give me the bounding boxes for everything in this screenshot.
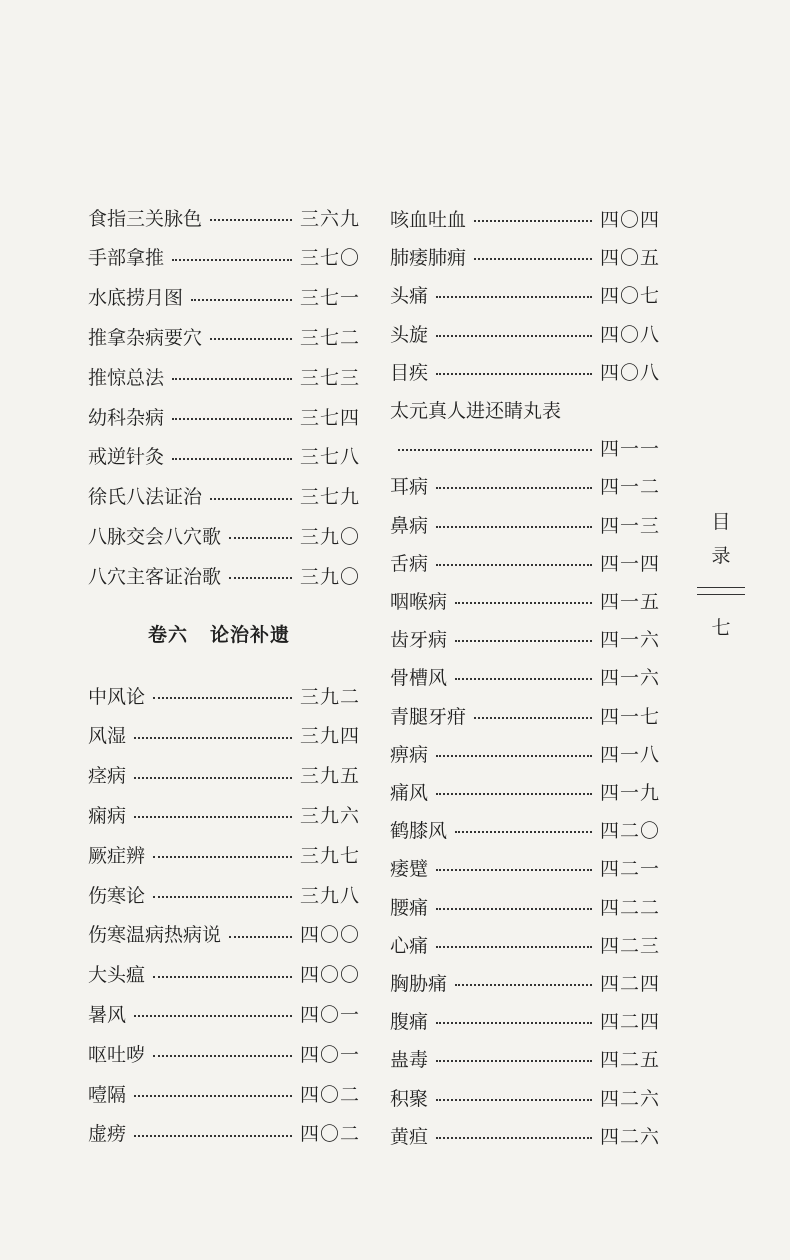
entry-title: 水底捞月图	[88, 287, 184, 310]
entry-title: 伤寒论	[88, 884, 146, 907]
leader-dots	[436, 526, 592, 528]
toc-entry	[390, 891, 660, 921]
toc-entry	[88, 282, 360, 312]
leader-dots	[436, 1060, 592, 1062]
entry-page-number: 三九七	[299, 844, 360, 867]
entry-page-number: 四一七	[599, 705, 660, 728]
leader-dots	[474, 258, 592, 260]
leader-dots	[455, 831, 592, 833]
entry-page-number: 四二四	[599, 972, 660, 995]
entry-title: 心痛	[390, 934, 429, 957]
entry-title: 耳病	[390, 475, 429, 498]
entry-page-number: 四〇〇	[299, 924, 360, 947]
toc-entry	[390, 1082, 660, 1112]
entry-title: 齿牙病	[390, 628, 448, 651]
entry-page-number: 三七三	[299, 366, 360, 389]
toc-entry	[88, 1038, 360, 1068]
entry-title: 目疾	[390, 361, 429, 384]
entry-title: 戒逆针灸	[88, 446, 165, 469]
toc-entry	[88, 919, 360, 949]
entry-title: 鼻病	[390, 514, 429, 537]
toc-entry	[390, 470, 660, 500]
toc-entry	[390, 661, 660, 691]
entry-title: 黄疸	[390, 1125, 429, 1148]
chapter-char-2: 录	[711, 545, 731, 567]
entry-title: 中风论	[88, 685, 146, 708]
entry-page-number: 四二二	[599, 896, 660, 919]
leader-dots	[474, 717, 592, 719]
toc-entry	[88, 680, 360, 710]
entry-title: 痛风	[390, 781, 429, 804]
entry-title: 推惊总法	[88, 366, 165, 389]
entry-page-number: 四〇八	[599, 323, 660, 346]
entry-title: 舌病	[390, 552, 429, 575]
leader-dots	[455, 602, 592, 604]
leader-dots	[153, 976, 292, 978]
entry-page-number: 四〇二	[299, 1123, 360, 1146]
entry-page-number: 三九六	[299, 804, 360, 827]
leader-dots	[455, 678, 592, 680]
leader-dots	[436, 793, 592, 795]
entry-page-number: 四二六	[599, 1087, 660, 1110]
toc-entry	[390, 1120, 660, 1150]
entry-page-number: 四一六	[599, 628, 660, 651]
leader-dots	[436, 1137, 592, 1139]
leader-dots	[436, 335, 592, 337]
leader-dots	[172, 458, 292, 460]
leader-dots	[134, 1015, 292, 1017]
entry-title: 痹病	[390, 743, 429, 766]
entry-page-number: 三七八	[299, 446, 360, 469]
leader-dots	[210, 498, 292, 500]
toc-entry	[390, 1005, 660, 1035]
leader-dots	[229, 537, 292, 539]
toc-entry	[390, 356, 660, 386]
entry-page-number: 四二一	[599, 857, 660, 880]
toc-entry	[390, 279, 660, 309]
entry-page-number: 四〇七	[599, 284, 660, 307]
entry-title: 咽喉病	[390, 590, 448, 613]
entry-page-number: 四二三	[599, 934, 660, 957]
entry-page-number: 四一五	[599, 590, 660, 613]
leader-dots	[436, 755, 592, 757]
entry-page-number: 三七二	[299, 326, 360, 349]
entry-title: 徐氏八法证治	[88, 486, 203, 509]
entry-page-number: 三九〇	[299, 565, 360, 588]
leader-dots	[436, 1099, 592, 1101]
entry-title: 推拿杂病要穴	[88, 326, 203, 349]
header-rule	[697, 587, 745, 595]
section-name: 论治补遗	[210, 624, 291, 646]
toc-entry	[390, 241, 660, 271]
entry-page-number: 四一二	[599, 475, 660, 498]
toc-entry	[88, 321, 360, 351]
entry-title: 头旋	[390, 323, 429, 346]
toc-entry	[390, 738, 660, 768]
toc-entry	[88, 879, 360, 909]
toc-entry	[390, 929, 660, 959]
entry-page-number: 四〇五	[599, 246, 660, 269]
entry-title: 食指三关脉色	[88, 207, 203, 230]
entry-page-number: 三九〇	[299, 525, 360, 548]
toc-entry	[390, 509, 660, 539]
leader-dots	[172, 378, 292, 380]
leader-dots	[436, 373, 592, 375]
leader-dots	[134, 1095, 292, 1097]
leader-dots	[134, 816, 292, 818]
leader-dots	[474, 220, 592, 222]
entry-title: 头痛	[390, 284, 429, 307]
entry-title: 伤寒温病热病说	[88, 924, 222, 947]
toc-entry	[390, 623, 660, 653]
leader-dots	[436, 908, 592, 910]
entry-title: 积聚	[390, 1087, 429, 1110]
entry-title: 大头瘟	[88, 964, 146, 987]
entry-title: 虚痨	[88, 1123, 127, 1146]
entry-page-number: 四二六	[599, 1125, 660, 1148]
leader-dots	[436, 1022, 592, 1024]
toc-entry	[390, 967, 660, 997]
entry-page-number: 三九八	[299, 884, 360, 907]
entry-page-number: 四一九	[599, 781, 660, 804]
toc-entry	[88, 202, 360, 232]
entry-page-number: 四一四	[599, 552, 660, 575]
entry-page-number: 四二四	[599, 1010, 660, 1033]
leader-dots	[436, 564, 592, 566]
leader-dots	[153, 697, 292, 699]
entry-title: 腰痛	[390, 896, 429, 919]
entry-title: 幼科杂病	[88, 406, 165, 429]
toc-entry	[390, 585, 660, 615]
leader-dots	[436, 296, 592, 298]
running-header	[697, 505, 745, 640]
leader-dots	[436, 487, 592, 489]
leader-dots	[455, 640, 592, 642]
section-heading	[148, 620, 312, 647]
entry-page-number: 三七〇	[299, 247, 360, 270]
entry-title: 太元真人进还睛丸表	[390, 399, 562, 422]
entry-page-number: 三九五	[299, 765, 360, 788]
toc-entry	[88, 520, 360, 550]
entry-title: 骨槽风	[390, 666, 448, 689]
section-volume: 卷六	[148, 624, 189, 646]
toc-entry	[88, 441, 360, 471]
entry-title: 八穴主客证治歌	[88, 565, 222, 588]
toc-entry	[88, 481, 360, 511]
toc-entry	[390, 814, 660, 844]
toc-entry	[390, 852, 660, 882]
entry-page-number: 三七一	[299, 287, 360, 310]
entry-title: 蛊毒	[390, 1048, 429, 1071]
toc-entry	[390, 394, 660, 424]
entry-page-number: 四〇八	[599, 361, 660, 384]
toc-entry	[390, 700, 660, 730]
leader-dots	[229, 577, 292, 579]
entry-title: 咳血吐血	[390, 208, 467, 231]
entry-title: 风湿	[88, 725, 127, 748]
chapter-char-1: 目	[711, 511, 731, 533]
entry-page-number: 四〇二	[299, 1083, 360, 1106]
entry-page-number: 三七四	[299, 406, 360, 429]
toc-entry	[390, 432, 660, 462]
leader-dots	[455, 984, 592, 986]
leader-dots	[172, 418, 292, 420]
entry-page-number: 四一一	[599, 437, 660, 460]
page-number: 七	[711, 617, 731, 639]
toc-entry	[88, 799, 360, 829]
toc-entry	[390, 547, 660, 577]
entry-page-number: 四一八	[599, 743, 660, 766]
entry-page-number: 四〇一	[299, 1003, 360, 1026]
entry-title: 痿躄	[390, 857, 429, 880]
entry-page-number: 三六九	[299, 207, 360, 230]
leader-dots	[436, 869, 592, 871]
toc-entry	[88, 760, 360, 790]
toc-entry	[88, 401, 360, 431]
entry-page-number: 四〇四	[599, 208, 660, 231]
leader-dots	[153, 1055, 292, 1057]
toc-entry	[88, 361, 360, 391]
toc-entry	[88, 242, 360, 272]
entry-page-number: 三九四	[299, 725, 360, 748]
entry-title: 胸胁痛	[390, 972, 448, 995]
entry-title: 鹤膝风	[390, 819, 448, 842]
entry-page-number: 四一六	[599, 666, 660, 689]
entry-page-number: 四一三	[599, 514, 660, 537]
leader-dots	[134, 1135, 292, 1137]
toc-entry	[88, 998, 360, 1028]
leader-dots	[210, 219, 292, 221]
leader-dots	[191, 299, 292, 301]
entry-title: 手部拿推	[88, 247, 165, 270]
entry-title: 肺痿肺痈	[390, 246, 467, 269]
leader-dots	[398, 449, 592, 451]
leader-dots	[153, 856, 292, 858]
leader-dots	[436, 946, 592, 948]
leader-dots	[134, 737, 292, 739]
entry-title: 呕吐哕	[88, 1043, 146, 1066]
toc-entry	[390, 203, 660, 233]
toc-entry	[88, 560, 360, 590]
leader-dots	[210, 338, 292, 340]
toc-entry	[88, 839, 360, 869]
toc-entry	[88, 1118, 360, 1148]
entry-page-number: 四〇〇	[299, 964, 360, 987]
entry-page-number: 四二〇	[599, 819, 660, 842]
entry-title: 噎隔	[88, 1083, 127, 1106]
toc-entry	[390, 1043, 660, 1073]
entry-page-number: 四二五	[599, 1048, 660, 1071]
leader-dots	[172, 259, 292, 261]
entry-title: 暑风	[88, 1003, 127, 1026]
toc-entry	[390, 776, 660, 806]
leader-dots	[134, 777, 292, 779]
leader-dots	[229, 936, 292, 938]
entry-title: 厥症辨	[88, 844, 146, 867]
entry-title: 八脉交会八穴歌	[88, 525, 222, 548]
entry-title: 痉病	[88, 765, 127, 788]
entry-title: 腹痛	[390, 1010, 429, 1033]
entry-title: 青腿牙疳	[390, 705, 467, 728]
entry-page-number: 三七九	[299, 486, 360, 509]
toc-entry	[88, 959, 360, 989]
toc-entry	[390, 318, 660, 348]
leader-dots	[153, 896, 292, 898]
entry-page-number: 四〇一	[299, 1043, 360, 1066]
toc-entry	[88, 1078, 360, 1108]
toc-entry	[88, 720, 360, 750]
entry-title: 痫病	[88, 804, 127, 827]
entry-page-number: 三九二	[299, 685, 360, 708]
